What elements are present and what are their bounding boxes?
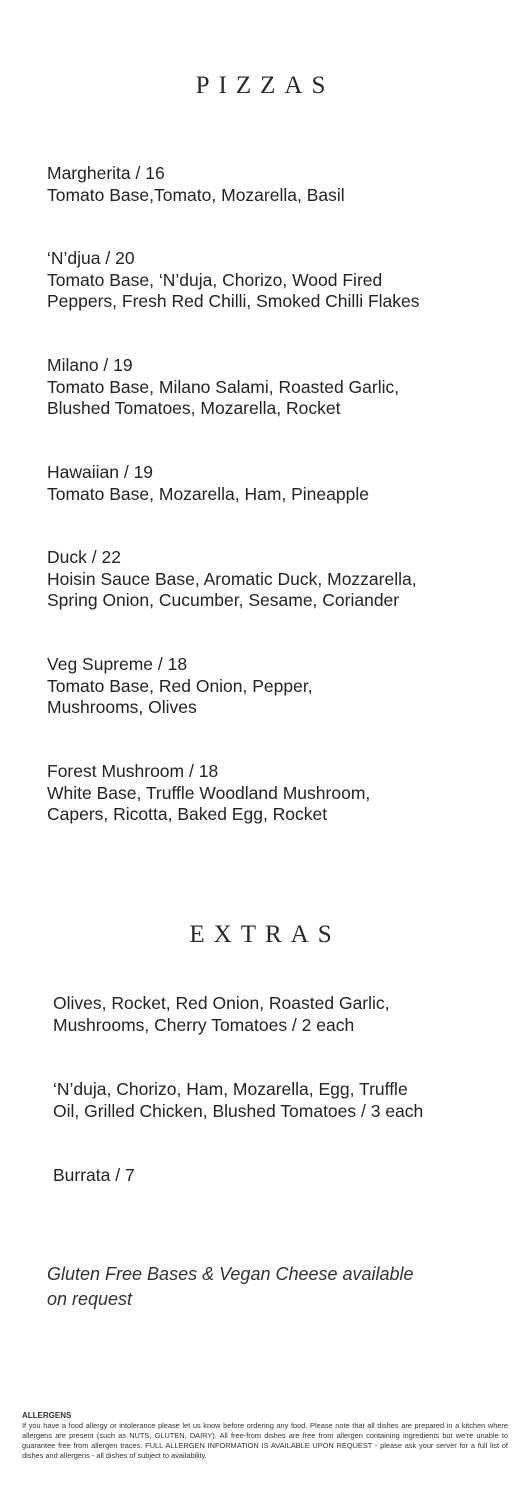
dietary-note [47,1262,467,1312]
menu-item-milano [47,355,487,420]
menu-item-margherita [47,163,487,206]
extras-item-3-each [53,1079,493,1122]
item-description: Tomato Base, Mozarella, Ham, Pineapple [47,483,369,504]
item-description: White Base, Truffle Woodland Mushroom, [47,782,371,803]
item-description: Spring Onion, Cucumber, Sesame, Coriander [47,590,400,610]
item-title: Duck / 22 [47,547,121,567]
item-description: Peppers, Fresh Red Chilli, Smoked Chilli Flakes [47,291,420,311]
allergens-text: If you have a food allergy or intolerance please let us know before ordering any food. Please note that all dishes are prepared in a kitchen where allergens are present (such as NUTS, GLUTEN, DAIRY). All free-from dishes are free from allergen containing ingredients but we're unable to guarantee free from allergen traces. FULL ALLERGEN INFORMATION IS AVAILABLE UPON REQUEST - please ask your server for a full list of dishes and allergens - all dishes of subject to availability. [22,1421,508,1460]
menu-item-forest-mushroom [47,761,487,826]
extras-description: Mushrooms, Cherry Tomatoes / 2 each [53,1014,355,1035]
extras-item-burrata [53,1165,493,1187]
item-description: Tomato Base, ‘N’duja, Chorizo, Wood Fired [47,269,383,290]
item-description: Tomato Base,Tomato, Mozarella, Basil [47,184,345,205]
extras-heading: EXTRAS [189,921,341,948]
item-description: Mushrooms, Olives [47,697,197,717]
extras-description: Burrata / 7 [53,1165,135,1185]
item-description: Blushed Tomatoes, Mozarella, Rocket [47,398,341,418]
pizzas-heading: PIZZAS [195,72,335,99]
item-title: Margherita / 16 [47,163,165,183]
menu-item-veg-supreme [47,654,487,719]
item-title: Hawaiian / 19 [47,462,154,482]
extras-description: Olives, Rocket, Red Onion, Roasted Garlic, [53,993,390,1013]
item-title: Forest Mushroom / 18 [47,761,219,781]
extras-item-2-each [53,993,493,1036]
dietary-note-line: on request [47,1289,133,1309]
item-title: Veg Supreme / 18 [47,654,188,674]
extras-description: ‘N’duja, Chorizo, Ham, Mozarella, Egg, Truffle [53,1079,408,1099]
item-description: Capers, Ricotta, Baked Egg, Rocket [47,804,328,824]
extras-description: Oil, Grilled Chicken, Blushed Tomatoes / 3 each [53,1100,424,1121]
item-description: Tomato Base, Red Onion, Pepper, [47,675,313,696]
item-title: Milano / 19 [47,355,133,375]
menu-item-ndjua [47,248,487,313]
allergens-title: ALLERGENS [22,1411,72,1420]
item-description: Hoisin Sauce Base, Aromatic Duck, Mozzarella, [47,568,417,589]
allergens-notice [22,1411,508,1461]
dietary-note-line: Gluten Free Bases & Vegan Cheese available [47,1264,414,1284]
item-description: Tomato Base, Milano Salami, Roasted Garlic, [47,376,400,397]
menu-item-duck [47,547,487,612]
item-title: ‘N’djua / 20 [47,248,135,268]
menu-item-hawaiian [47,462,487,505]
